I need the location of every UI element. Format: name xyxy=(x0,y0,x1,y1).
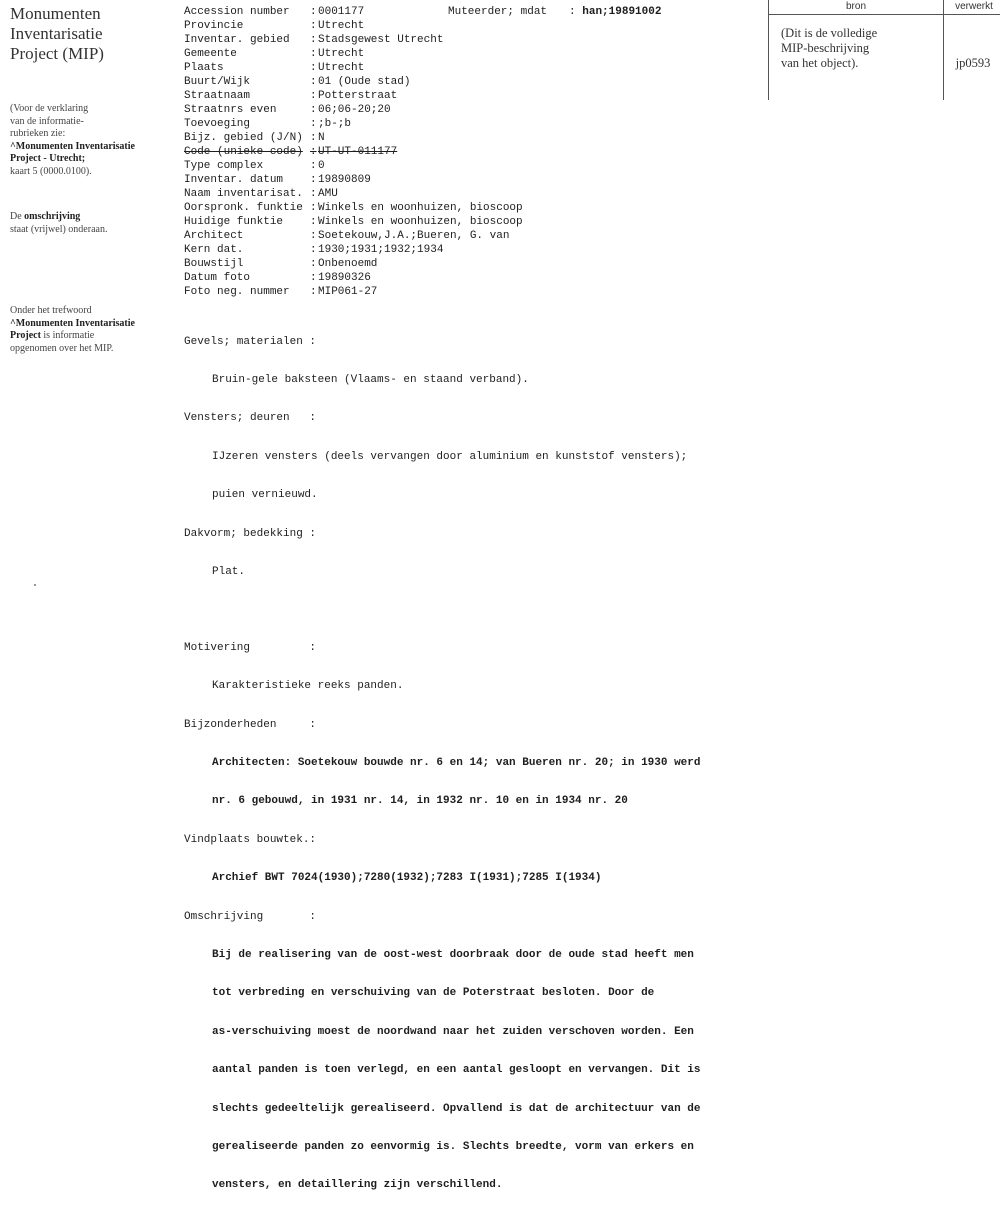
field-separator: : xyxy=(310,132,317,144)
field-value: 19890809 xyxy=(318,174,371,186)
section-text: Karakteristieke reeks panden. xyxy=(212,680,404,693)
section-label: Vensters; deuren : xyxy=(184,412,317,425)
field-separator: : xyxy=(310,286,317,298)
note-bold: Project - Utrecht; xyxy=(10,153,86,164)
field-row xyxy=(184,33,523,47)
field-row xyxy=(184,173,523,187)
section-label: Omschrijving : xyxy=(184,910,317,923)
field-row xyxy=(184,271,523,285)
title-line: Project (MIP) xyxy=(10,44,104,63)
section-text: Architecten: Soetekouw bouwde nr. 6 en 14; van Bueren nr. 20; in 1930 werd xyxy=(212,757,701,770)
section-text: Bij de realisering van de oost-west doorbraak door de oude stad heeft men xyxy=(212,949,694,962)
field-separator: : xyxy=(310,6,317,18)
field-label: Inventar. datum xyxy=(184,174,284,186)
section-label: Motivering : xyxy=(184,641,317,654)
section-label: Dakvorm; bedekking : xyxy=(184,527,317,540)
mutation-separator: : xyxy=(569,6,576,18)
column-divider xyxy=(943,0,944,100)
field-label: Oorspronk. funktie xyxy=(184,202,303,214)
field-separator: : xyxy=(310,174,317,186)
spacer xyxy=(184,604,754,616)
field-label: Straatnaam xyxy=(184,90,251,102)
field-separator: : xyxy=(310,160,317,172)
field-value: Utrecht xyxy=(318,62,365,74)
source-table-header xyxy=(769,0,1000,15)
note-text: De xyxy=(10,211,25,222)
field-separator: : xyxy=(310,230,317,242)
note-line xyxy=(10,211,175,224)
field-row xyxy=(184,201,523,215)
legend-note xyxy=(10,103,175,178)
section-text: as-verschuiving moest de noordwand naar het zuiden verschoven worden. Een xyxy=(212,1025,694,1038)
field-row xyxy=(184,145,523,159)
field-separator: : xyxy=(310,62,317,74)
section-label: Bijzonderheden : xyxy=(184,718,317,731)
field-value: AMU xyxy=(318,188,338,200)
field-row xyxy=(184,103,523,117)
field-label: Buurt/Wijk xyxy=(184,76,251,88)
field-separator: : xyxy=(310,20,317,32)
field-row xyxy=(184,187,523,201)
title-line: Monumenten xyxy=(10,4,101,23)
section-text: aantal panden is toen verlegd, en een aantal gesloopt en vervangen. Dit is xyxy=(212,1064,701,1077)
section-text: vensters, en detaillering zijn verschillend. xyxy=(212,1179,503,1192)
header-processed: verwerkt xyxy=(955,1,993,12)
record-fields xyxy=(184,5,523,299)
field-separator: : xyxy=(310,188,317,200)
field-value: 0 xyxy=(318,160,325,172)
source-description xyxy=(781,26,877,71)
note-bold: ^Monumenten Inventarisatie xyxy=(10,317,135,329)
field-separator: : xyxy=(310,76,317,88)
source-line: van het object). xyxy=(781,56,859,70)
field-label: Inventar. gebied xyxy=(184,34,290,46)
field-separator: : xyxy=(310,104,317,116)
field-value: ;b-;b xyxy=(318,118,352,130)
section-text: puien vernieuwd. xyxy=(212,489,318,502)
field-row xyxy=(184,131,523,145)
field-value: N xyxy=(318,132,325,144)
field-label: Gemeente xyxy=(184,48,237,60)
field-row xyxy=(184,215,523,229)
field-label: Provincie xyxy=(184,20,244,32)
field-value: 01 (Oude stad) xyxy=(318,76,411,88)
field-value: 06;06-20;20 xyxy=(318,104,391,116)
note-text: is informatie xyxy=(40,330,95,341)
note-line: kaart 5 (0000.0100). xyxy=(10,165,92,177)
section-text: nr. 6 gebouwd, in 1931 nr. 14, in 1932 nr. 10 en in 1934 nr. 20 xyxy=(212,795,628,808)
field-label: Kern dat. xyxy=(184,244,244,256)
section-text: Plat. xyxy=(212,565,246,578)
field-label: Type complex xyxy=(184,160,264,172)
field-value: Potterstraat xyxy=(318,90,398,102)
field-separator: : xyxy=(310,202,317,214)
field-separator: : xyxy=(310,258,317,270)
field-value: Utrecht xyxy=(318,48,365,60)
title-line: Inventarisatie xyxy=(10,24,103,43)
note-line: Onder het trefwoord xyxy=(10,305,92,316)
field-separator: : xyxy=(310,216,317,228)
note-bold: omschrijving xyxy=(24,211,81,222)
section-text: gerealiseerde panden zo eenvormig is. Slechts breedte, vorm van erkers en xyxy=(212,1141,694,1153)
field-row xyxy=(184,159,523,173)
field-row xyxy=(184,89,523,103)
field-separator: : xyxy=(310,48,317,60)
field-label: Plaats xyxy=(184,62,224,74)
note-line xyxy=(10,153,175,166)
field-value: Utrecht xyxy=(318,20,365,32)
field-row xyxy=(184,75,523,89)
source-line: (Dit is de volledige xyxy=(781,26,878,40)
field-label: Bijz. gebied (J/N) xyxy=(184,132,303,144)
field-label: Architect xyxy=(184,230,244,242)
field-separator: : xyxy=(310,272,317,284)
field-label: Straatnrs even xyxy=(184,104,277,116)
note-line: staat (vrijwel) onderaan. xyxy=(10,223,108,235)
section-text: tot verbreding en verschuiving van de Poterstraat besloten. Door de xyxy=(212,987,655,1000)
field-row xyxy=(184,117,523,131)
section-text: IJzeren vensters (deels vervangen door aluminium en kunststof vensters); xyxy=(212,450,688,463)
field-value: 19890326 xyxy=(318,272,371,284)
note-line: opgenomen over het MIP. xyxy=(10,342,114,354)
note-line xyxy=(10,141,175,154)
field-value: 1930;1931;1932;1934 xyxy=(318,244,444,256)
field-label: Bouwstijl xyxy=(184,258,244,270)
note-line: (Voor de verklaring xyxy=(10,103,89,114)
note-bold: Project xyxy=(10,330,41,341)
note-line: rubrieken zie: xyxy=(10,128,66,139)
field-label: Datum foto xyxy=(184,272,251,284)
section-label: Gevels; materialen : xyxy=(184,335,317,348)
field-value: Stadsgewest Utrecht xyxy=(318,34,444,46)
field-row xyxy=(184,257,523,271)
note-line xyxy=(10,330,175,343)
description-block xyxy=(184,310,754,1205)
mutation-info xyxy=(448,5,661,19)
section-text: Archief BWT 7024(1930);7280(1932);7283 I(1931);7285 I(1934) xyxy=(212,872,602,885)
header-source: bron xyxy=(845,1,866,12)
field-row xyxy=(184,229,523,243)
field-label: Toevoeging xyxy=(184,118,251,130)
description-note xyxy=(10,211,175,236)
note-line xyxy=(10,318,175,331)
field-value: MIP061-27 xyxy=(318,286,378,298)
field-value: UT-UT-011177 xyxy=(318,146,398,158)
field-label: Foto neg. nummer xyxy=(184,286,290,298)
field-label: Code (unieke code) xyxy=(184,146,303,158)
field-row xyxy=(184,61,523,75)
field-value: Onbenoemd xyxy=(318,258,378,270)
field-separator: : xyxy=(310,90,317,102)
field-value: 0001177 xyxy=(318,6,365,18)
field-value: Winkels en woonhuizen, bioscoop xyxy=(318,202,523,214)
section-label: Vindplaats bouwtek.: xyxy=(184,833,317,846)
field-row xyxy=(184,285,523,299)
field-label: Accession number xyxy=(184,6,290,18)
field-row xyxy=(184,243,523,257)
field-value: Soetekouw,J.A.;Bueren, G. van xyxy=(318,230,510,242)
field-separator: : xyxy=(310,118,317,130)
field-value: Winkels en woonhuizen, bioscoop xyxy=(318,216,523,228)
document-title xyxy=(10,4,160,64)
note-bold: ^Monumenten Inventarisatie xyxy=(10,140,135,152)
field-separator: : xyxy=(310,244,317,256)
field-row xyxy=(184,47,523,61)
field-label: Huidige funktie xyxy=(184,216,284,228)
processed-code: jp0593 xyxy=(955,56,991,70)
keyword-note xyxy=(10,305,175,355)
field-separator: : xyxy=(310,146,317,158)
field-row xyxy=(184,19,523,33)
source-line: MIP-beschrijving xyxy=(781,41,870,55)
field-separator: : xyxy=(310,34,317,46)
mutation-value: han;19891002 xyxy=(582,6,662,18)
section-text: slechts gedeeltelijk gerealiseerd. Opvallend is dat de architectuur van de xyxy=(212,1102,701,1115)
mutation-label: Muteerder; mdat xyxy=(448,6,548,18)
note-line: van de informatie- xyxy=(10,115,84,127)
source-table xyxy=(768,0,1000,100)
scan-speck xyxy=(34,584,36,586)
field-label: Naam inventarisat. xyxy=(184,188,303,200)
section-text: Bruin-gele baksteen (Vlaams- en staand verband). xyxy=(212,373,529,386)
